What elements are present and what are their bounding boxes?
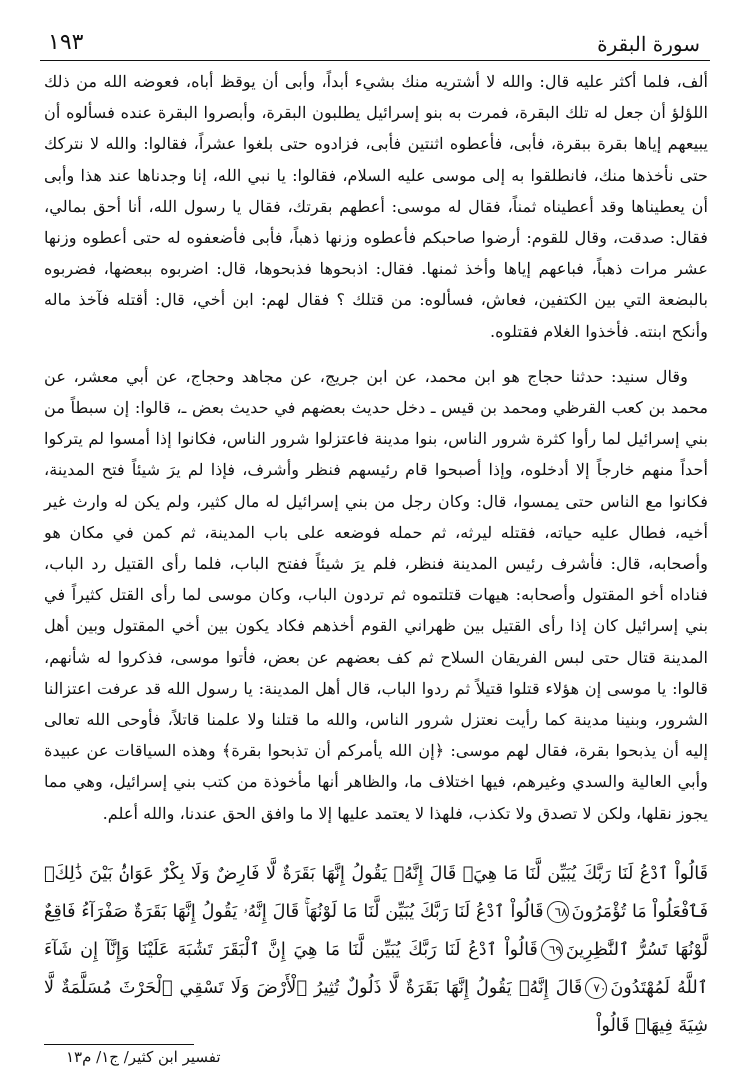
ayah-number-70: ٧٠ <box>585 977 607 999</box>
ayah-number-69: ٦٩ <box>541 939 563 961</box>
commentary-body <box>44 66 708 829</box>
footer-signature: تفسير ابن كثير/ ج١/ م١٣ <box>66 1048 221 1066</box>
quran-verse-71: قَالَ إِنَّهُۥ يَقُولُ إِنَّهَا بَقَرَةٌ لَّا ذَلُولٌ تُثِيرُ ٱلْأَرْضَ وَلَا تَسْقِي ٱلْحَرْثَ مُسَلَّمَةٌ لَّا شِيَةَ فِيهَاۚ قَالُواْ <box>44 978 708 1036</box>
quran-verse-69: قَالُواْ ٱدْعُ لَنَا رَبَّكَ يُبَيِّن لَّنَا مَا لَوْنُهَاۚ قَالَ إِنَّهُۥ يَقُولُ إِنَّهَا بَقَرَةٌ صَفْرَآءُ فَاقِعٌ لَّوْنُهَا تَسُرُّ ٱلنَّٰظِرِينَ <box>44 902 708 960</box>
paragraph-2: وقال سنيد: حدثنا حجاج هو ابن محمد، عن ابن جريج، عن مجاهد وحجاج، عن أبي معشر، عن محمد بن كعب القرظي ومحمد بن قيس ـ دخل حديث بعضهم في حديث بعض ـ، قالوا: إن سبطاً من بني إسرائيل لما رأوا كثرة شرور الناس، بنوا مدينة فاعتزلوا شرور الناس، فكانوا إذا أمسوا لم يتركوا أحداً منهم خارجاً إلا أدخلوه، وإذا أصبحوا قام رئيسهم فنظر وأشرف، فإذا لم يرَ شيئاً فتح المدينة، فكانوا مع الناس حتى يمسوا، قال: وكان رجل من بني إسرائيل له مال كثير، ولم يكن له وارث غير أخيه، فطال عليه حياته، فقتله ليرثه، ثم حمله فوضعه على باب المدينة، ثم كمن في مكان هو وأصحابه، قال: فأشرف رئيس المدينة فنظر، فلم يرَ شيئاً ففتح الباب، فلما رأى القتيل رد الباب، فناداه أخو المقتول وأصحابه: هيهات قتلتموه ثم تردون الباب، وكان موسى لما رأى القتل كثيراً في بني إسرائيل كان إذا رأى القتيل بين ظهراني القوم أخذهم فكاد يكون بين أخي المقتول وبين أهل المدينة قتال حتى لبس الفريقان السلاح ثم كف بعضهم عن بعض، فأتوا موسى، فذكروا له شأنهم، قالوا: يا موسى إن هؤلاء قتلوا قتيلاً ثم ردوا الباب، قال أهل المدينة: يا رسول الله قد عرفت اعتزالنا الشرور، وبنينا مدينة كما رأيت نعتزل شرور الناس، والله ما قتلنا ولا علمنا قاتلاً، فأوحى الله تعالى إليه أن يذبحوا بقرة، فقال لهم موسى: ﴿إن الله يأمركم أن تذبحوا بقرة﴾ وهذه السياقات عن عبيدة وأبي العالية والسدي وغيرهم، فيها اختلاف ما، والظاهر أنها مأخوذة من كتب بني إسرائيل، وهي مما يجوز نقلها، ولكن لا تصدق ولا تكذب، فلهذا لا يعتمد عليها إلا ما وافق الحق عندنا، والله أعلم. <box>44 366 708 823</box>
page-header <box>40 30 710 61</box>
page-number: ١٩٣ <box>48 30 84 55</box>
footer-divider <box>44 1044 194 1045</box>
ayah-number-68: ٦٨ <box>547 901 569 923</box>
quran-verse-70: قَالُواْ ٱدْعُ لَنَا رَبَّكَ يُبَيِّن لَّنَا مَا هِيَ إِنَّ ٱلْبَقَرَ تَشَٰبَهَ عَلَيْنَا وَإِنَّآ إِن شَآءَ ٱللَّهُ لَمُهْتَدُونَ <box>44 940 708 998</box>
paragraph-1: ألف، فلما أكثر عليه قال: والله لا أشتريه منك بشيء أبداً، وأبى أن يوقظ أباه، فعوضه الله من ذلك اللؤلؤ أن جعل له تلك البقرة، فمرت به بنو إسرائيل يطلبون البقرة، وأبصروا البقرة عنده فسألوه أن يبيعهم إياها بقرة ببقرة، فأبى، فأعطوه اثنتين فأبى، فزادوه حتى بلغوا عشراً، فقالوا: والله لا نتركك حتى نأخذها منك، فانطلقوا به إلى موسى عليه السلام، فقالوا: يا نبي الله، إنا وجدناها عند هذا وأبى أن يعطيناها وقد أعطيناه ثمناً، فقال له موسى: أعطهم بقرتك، فقال يا رسول الله، أنا أحق بمالي، فقال: صدقت، وقال للقوم: أرضوا صاحبكم فأعطوه وزنها ذهباً، فأبى فأضعفوه له حتى أعطوه وزنها عشر مرات ذهباً، فباعهم إياها وأخذ ثمنها. فقال: اذبحوها فذبحوها، قال: اضربوه ببعضها، فضربوه بالبضعة التي بين الكتفين، فعاش، فسألوه: من قتلك ؟ فقال لهم: ابن أخي، قال: أقتله فآخذ ماله وأنكح ابنته. فأخذوا الغلام فقتلوه. <box>44 72 708 341</box>
quran-verse-68: قَالُواْ ٱدْعُ لَنَا رَبَّكَ يُبَيِّن لَّنَا مَا هِيَۚ قَالَ إِنَّهُۥ يَقُولُ إِنَّهَا بَقَرَةٌ لَّا فَارِضٌ وَلَا بِكْرٌ عَوَانُۢ بَيْنَ ذَٰلِكَۖ فَٱفْعَلُواْ مَا تُؤْمَرُونَ <box>44 864 708 922</box>
surah-title: سورة البقرة <box>597 32 700 56</box>
quran-verses <box>44 855 708 1045</box>
